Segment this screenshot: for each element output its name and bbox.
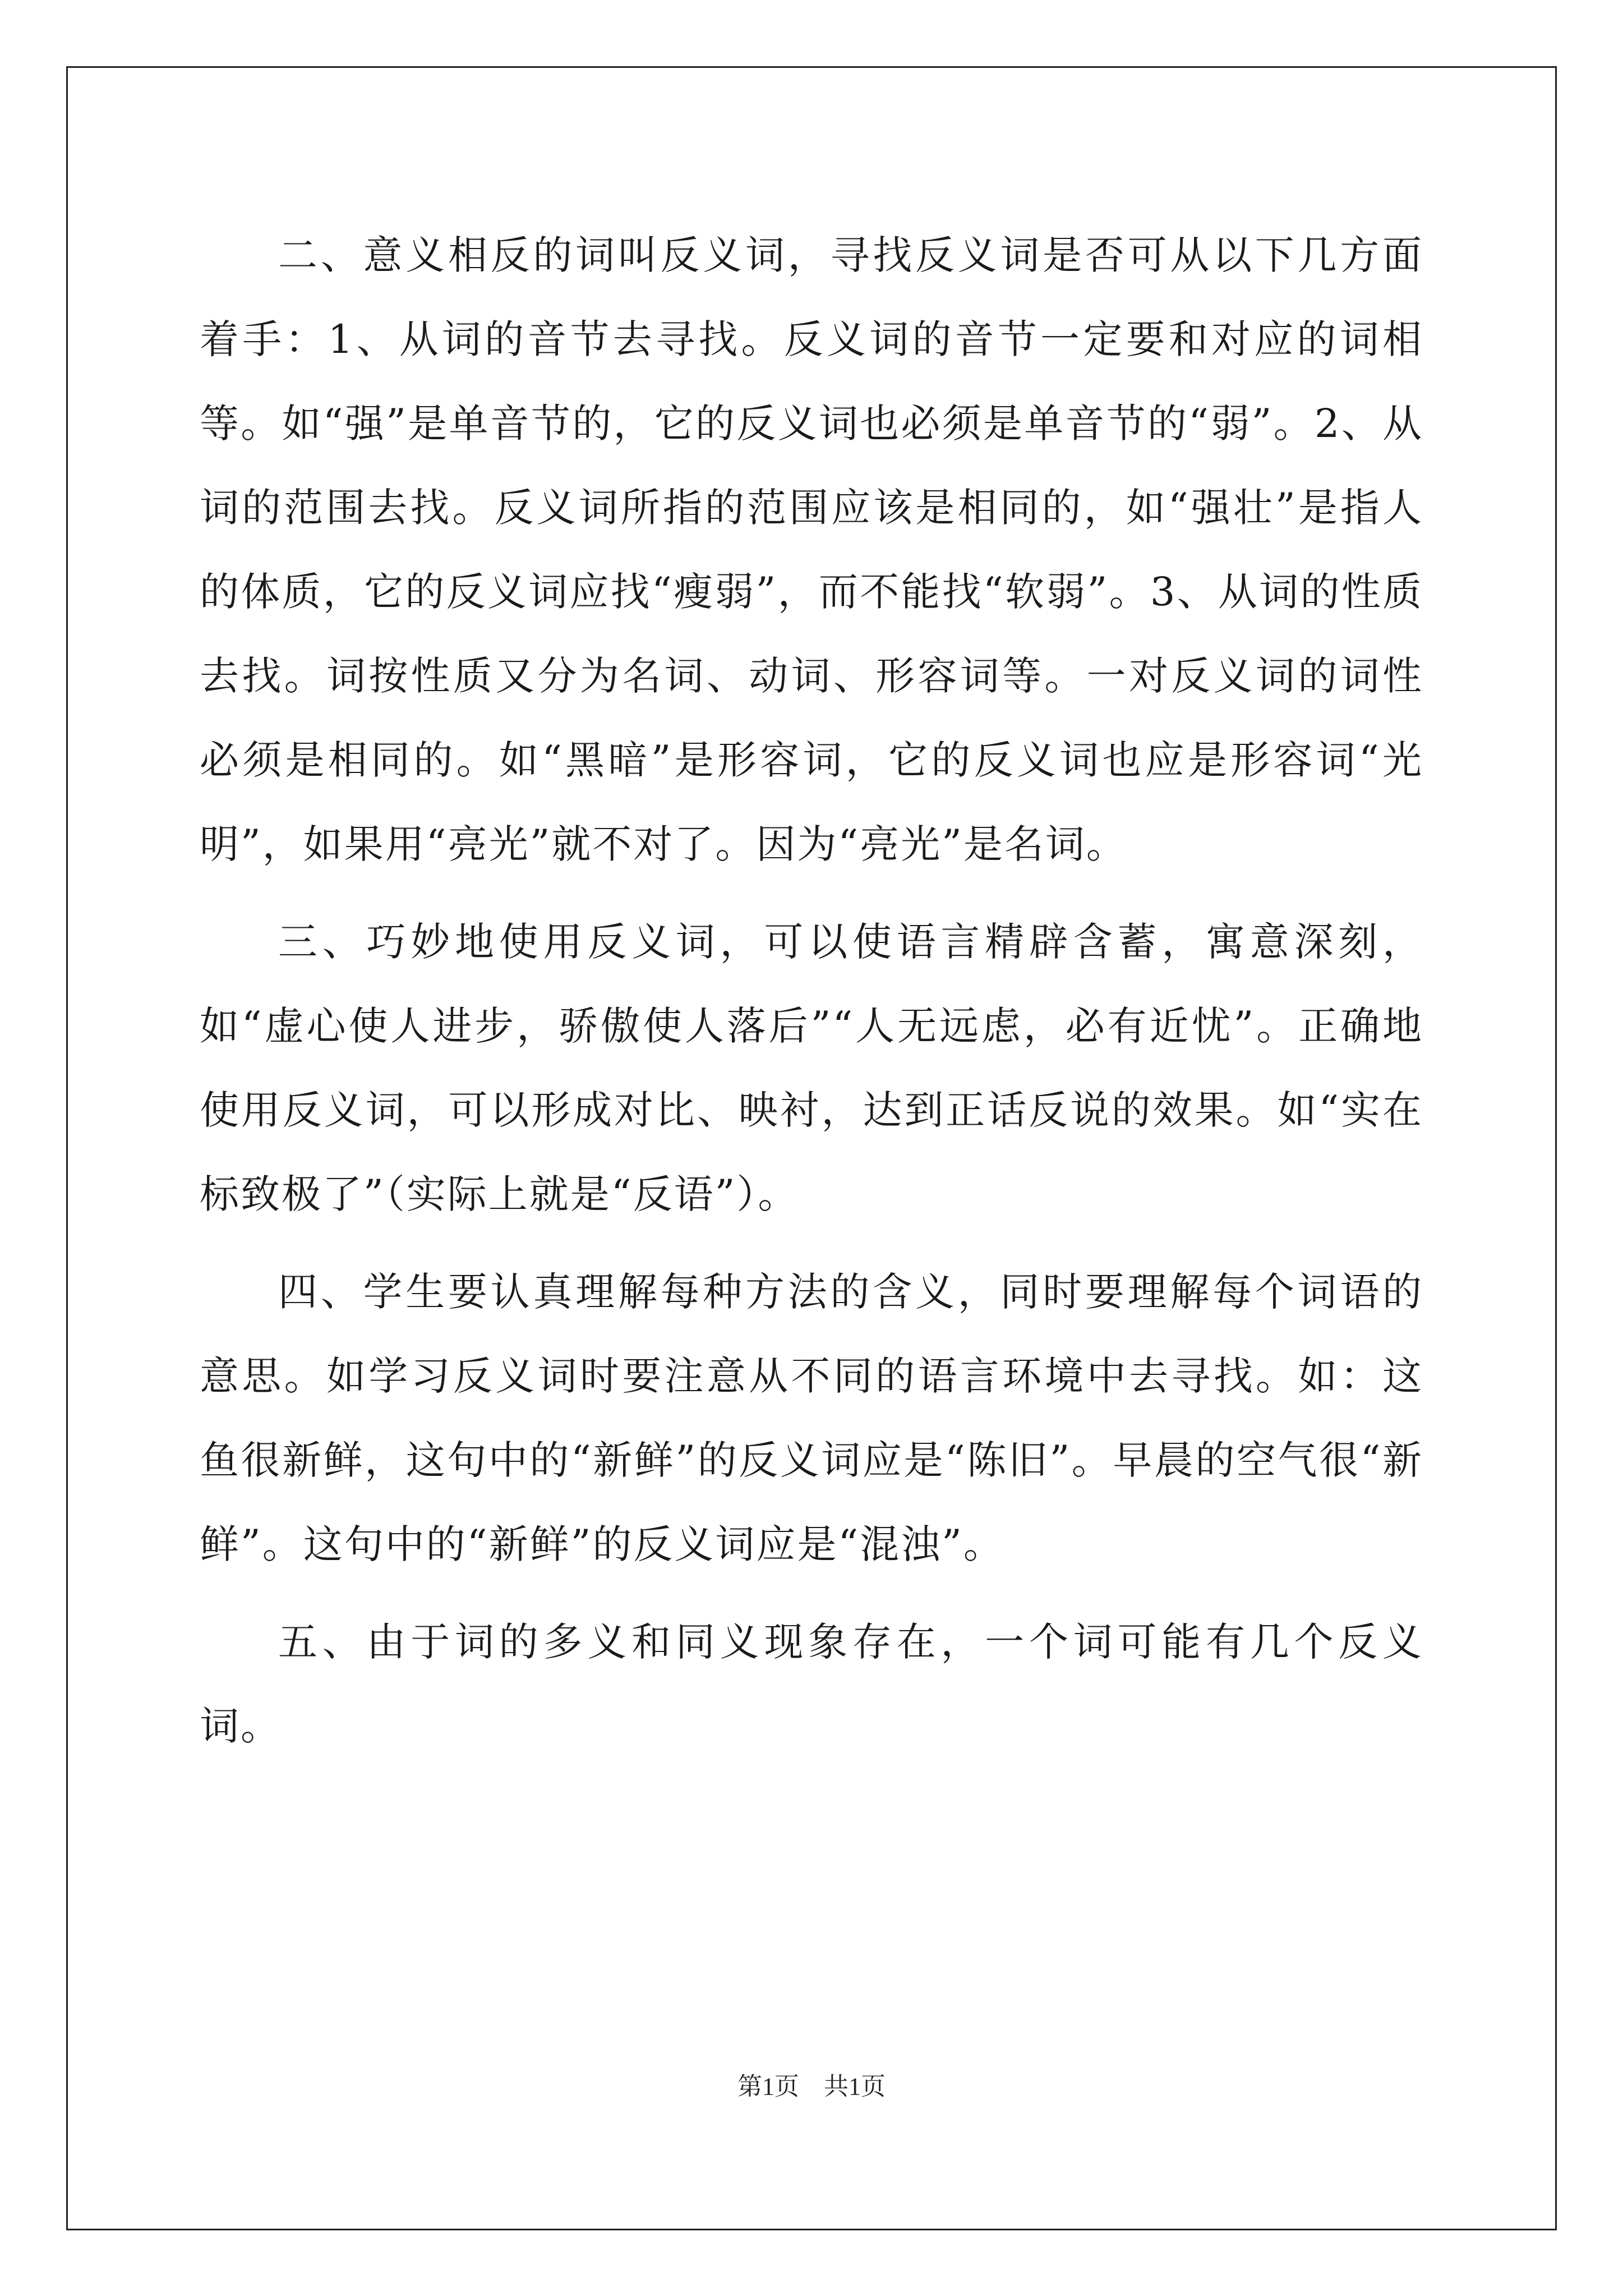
- page-footer: [0, 2070, 1623, 2104]
- paragraph-4: 四、学生要认真理解每种方法的含义，同时要理解每个词语的意思。如学习反义词时要注意从不同的语言环境中去寻找。如：这鱼很新鲜，这句中的“新鲜”的反义词应是“陈旧”。早晨的空气很“新鲜”。这句中的“新鲜”的反义词应是“混浊”。: [200, 1269, 1423, 1567]
- paragraph-5: 五、由于词的多义和同义现象存在，一个词可能有几个反义词。: [200, 1619, 1423, 1749]
- paragraph-3: 三、巧妙地使用反义词，可以使语言精辟含蓄，寓意深刻，如“虚心使人进步，骄傲使人落后”“人无远虑，必有近忧”。正确地使用反义词，可以形成对比、映衬，达到正话反说的效果。如“实在标致极了”（实际上就是“反语”）。: [200, 919, 1423, 1217]
- page-total: 共1页: [824, 2073, 886, 2100]
- document-body: [200, 213, 1423, 1768]
- paragraph-2: 二、意义相反的词叫反义词，寻找反义词是否可从以下几方面着手：1、从词的音节去寻找。反义词的音节一定要和对应的词相等。如“强”是单音节的，它的反义词也必须是单音节的“弱”。2、从词的范围去找。反义词所指的范围应该是相同的，如“强壮”是指人的体质，它的反义词应找“瘦弱”，而不能找“软弱”。3、从词的性质去找。词按性质又分为名词、动词、形容词等。一对反义词的词性必须是相同的。如“黑暗”是形容词，它的反义词也应是形容词“光明”，如果用“亮光”就不对了。因为“亮光”是名词。: [200, 232, 1423, 867]
- page-number: 第1页: [737, 2073, 799, 2100]
